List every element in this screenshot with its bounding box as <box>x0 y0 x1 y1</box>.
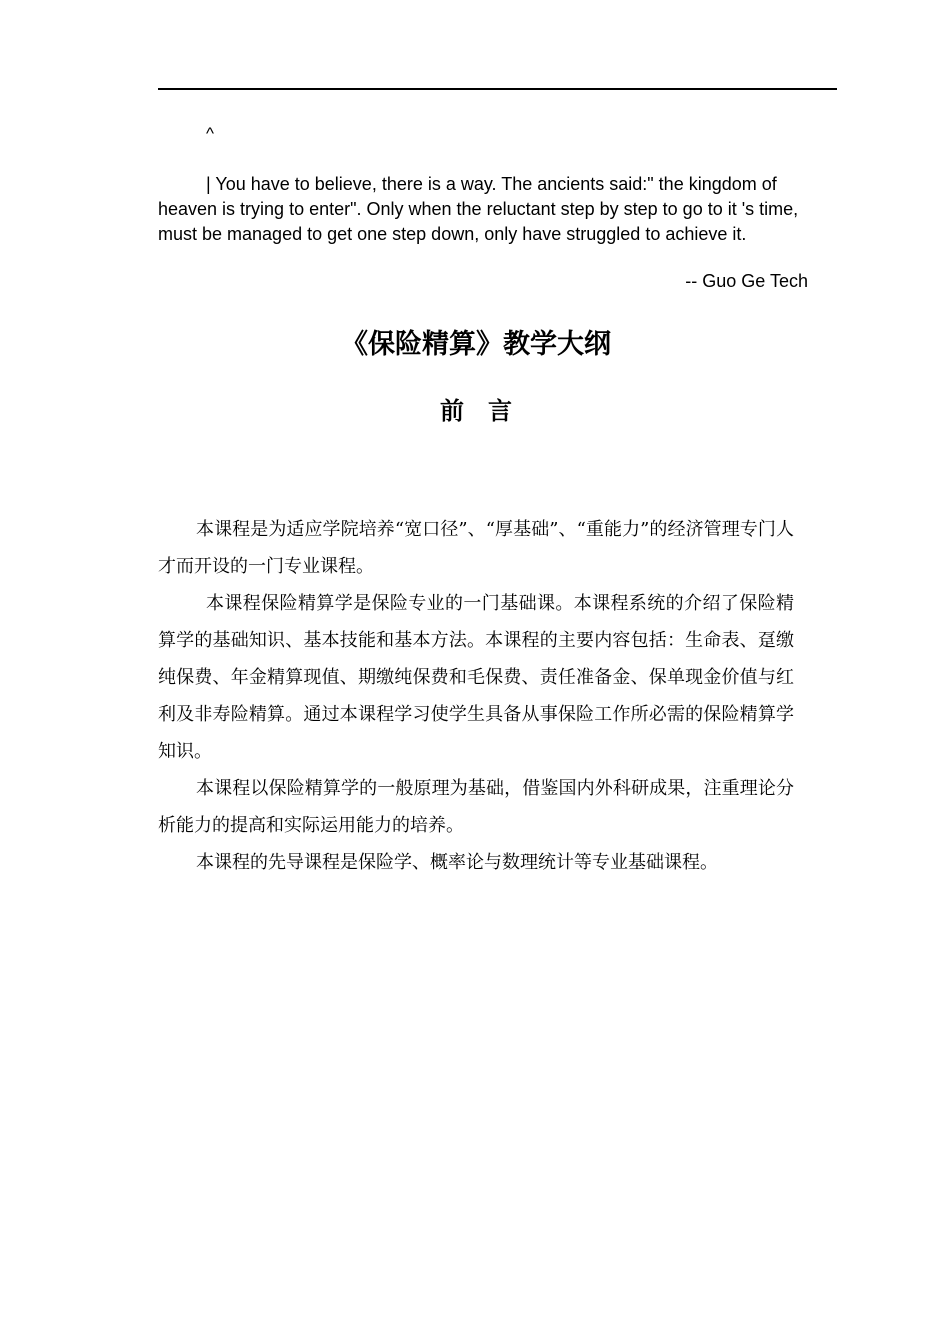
section-title-preface: 前 言 <box>440 397 512 425</box>
paragraph-2: 本课程保险精算学是保险专业的一门基础课。本课程系统的介绍了保险精算学的基础知识、基本技能和基本方法。本课程的主要内容包括：生命表、趸缴纯保费、年金精算现值、期缴纯保费和毛保费、责任准备金、保单现金价值与红利及非寿险精算。通过本课程学习使学生具备从事保险工作所必需的保险精算学知识。 <box>158 593 794 762</box>
document-title: 《保险精算》教学大纲 <box>341 329 611 360</box>
quote-author: -- Guo Ge Tech <box>685 271 808 291</box>
preface-body <box>158 511 794 881</box>
paragraph-3: 本课程以保险精算学的一般原理为基础，借鉴国内外科研成果，注重理论分析能力的提高和实际运用能力的培养。 <box>158 778 794 836</box>
header-marker: ^ <box>206 124 214 143</box>
paragraph-4: 本课程的先导课程是保险学、概率论与数理统计等专业基础课程。 <box>196 852 718 873</box>
paragraph-1: 本课程是为适应学院培养“宽口径”、“厚基础”、“重能力”的经济管理专门人才而开设的一门专业课程。 <box>158 519 794 577</box>
motivational-quote: | You have to believe, there is a way. The ancients said:" the kingdom of heaven is trying to enter". Only when the reluctant step by step to go to it 's time, must be managed to get one step down, only have struggled to achieve it. <box>158 174 799 244</box>
header-rule <box>158 88 837 90</box>
